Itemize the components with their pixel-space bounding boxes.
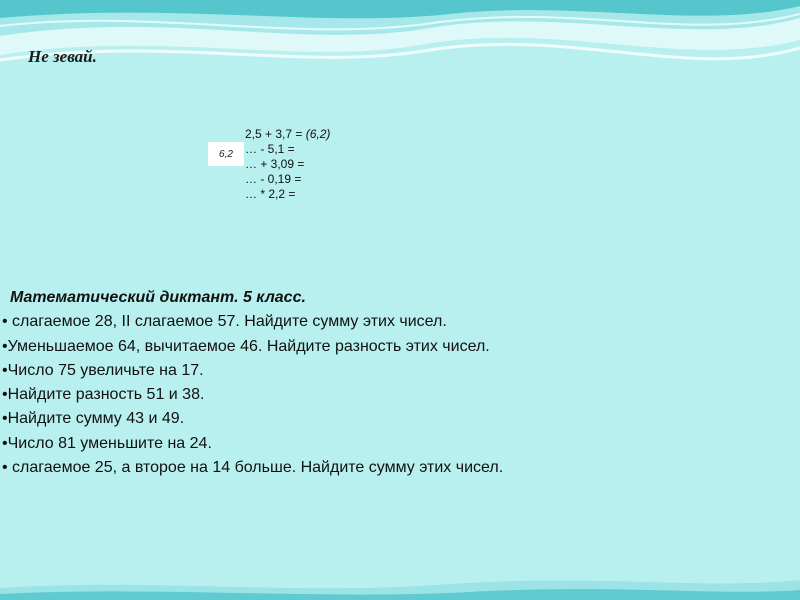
chain-row: … - 0,19 = <box>245 172 302 186</box>
list-item: •Найдите сумму 43 и 49. <box>2 410 185 428</box>
decorative-wave-top <box>0 0 800 110</box>
dictation-heading: Математический диктант. 5 класс. <box>10 289 306 306</box>
dictation-list <box>2 286 503 480</box>
list-item: •Число 81 уменьшите на 24. <box>2 434 212 452</box>
list-item: •Найдите разность 51 и 38. <box>2 386 205 404</box>
slide-title: Не зевай. <box>28 47 97 66</box>
chain-expression: 2,5 + 3,7 = <box>245 127 303 141</box>
chain-row-first <box>245 127 330 142</box>
answer-box: 6,2 <box>208 142 244 166</box>
list-item: •Число 75 увеличьте на 17. <box>2 361 204 379</box>
decorative-wave-bottom <box>0 570 800 600</box>
list-item: • слагаемое 28, II слагаемое 57. Найдите сумму этих чисел. <box>2 313 447 331</box>
calculation-chain <box>245 127 330 202</box>
chain-row: … + 3,09 = <box>245 157 305 171</box>
list-item: • слагаемое 25, а второе на 14 больше. Найдите сумму этих чисел. <box>2 459 504 477</box>
list-item: •Уменьшаемое 64, вычитаемое 46. Найдите разность этих чисел. <box>2 337 490 355</box>
chain-answer: (6,2) <box>305 127 331 141</box>
chain-row: … * 2,2 = <box>245 187 296 201</box>
chain-row: … - 5,1 = <box>245 142 295 156</box>
